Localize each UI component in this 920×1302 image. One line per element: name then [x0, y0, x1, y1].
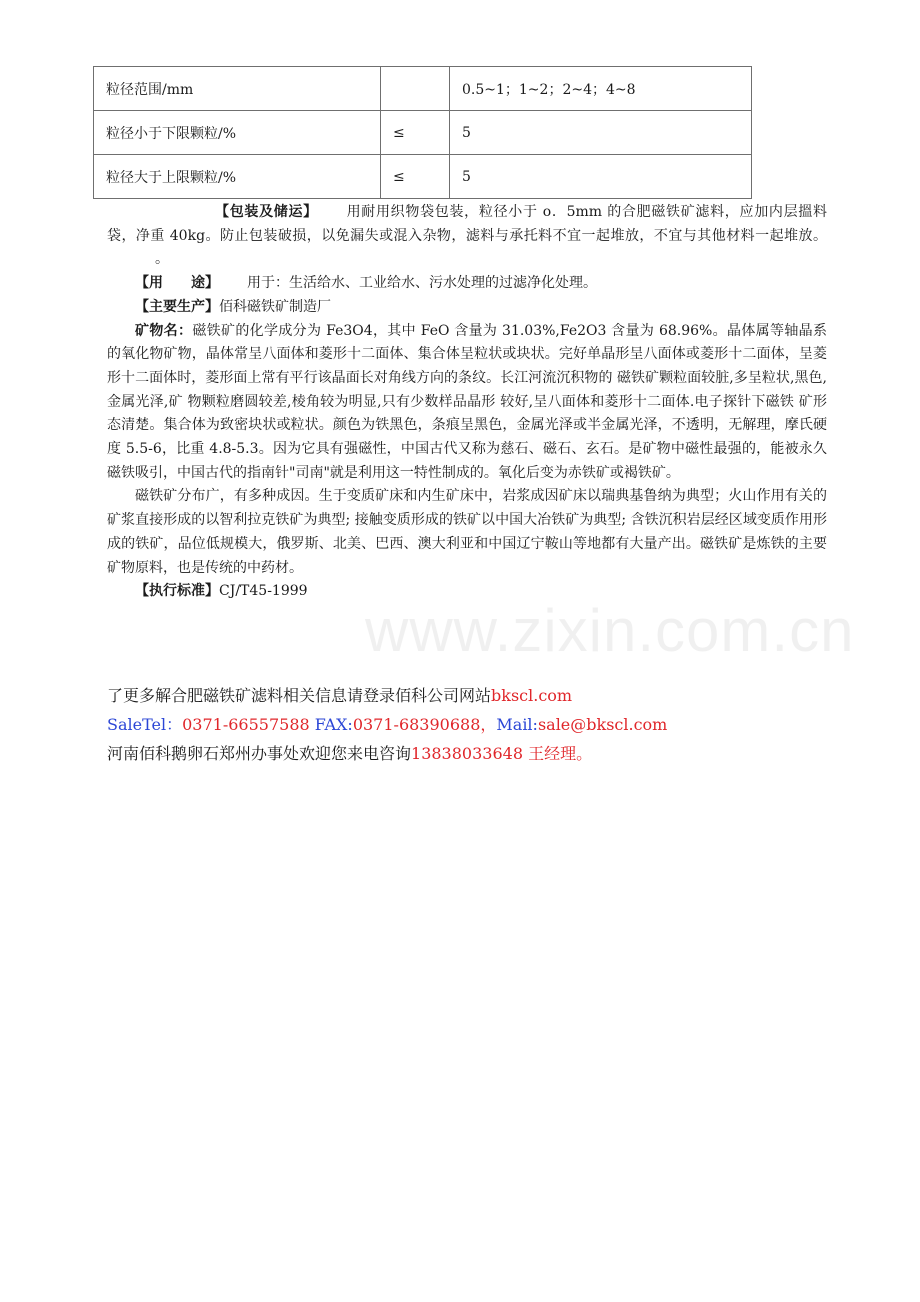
distribution-text: 磁铁矿分布广，有多种成因。生于变质矿床和内生矿床中，岩浆成因矿床以瑞典基鲁纳为典型；火山作用有关的矿浆直接形成的以智利拉克铁矿为典型; 接触变质形成的铁矿以中国大冶铁矿为典型; 含铁沉积岩层经区域变质作用形成的铁矿，品位低规模大，俄罗斯、北美、巴西、澳大利亚和中国辽宁鞍山等地都有大量产出。磁铁矿是炼铁的主要矿物原料，也是传统的中药材。: [107, 488, 827, 576]
packaging-text: 用耐用织物袋包装，粒径小于 o．5mm 的合肥磁铁矿滤料，应加内层搵料袋，净重 40kg。防止包装破损，以免漏失或混入杂物，滤料与承托料不宜一起堆放，不宜与其他材料一起堆放。: [107, 204, 827, 244]
mineral-heading: 矿物名：: [135, 322, 193, 339]
tel-number: 0371-66557588: [182, 715, 310, 734]
watermark-text: www.zixin.com.cn: [365, 597, 855, 664]
table-row: [94, 155, 752, 199]
contact-website-text: 了更多解合肥磁铁矿滤料相关信息请登录佰科公司网站: [107, 686, 492, 705]
packaging-paragraph: [107, 201, 827, 272]
table-cell-op: [381, 67, 450, 111]
table-cell-op: ≤: [381, 111, 450, 155]
table-row: [94, 67, 752, 111]
spec-table: [93, 66, 752, 199]
packaging-heading: 【包装及储运】: [215, 204, 318, 220]
producer-paragraph: [107, 296, 827, 320]
standard-text: CJ/T45-1999: [219, 583, 308, 600]
producer-text: 佰科磁铁矿制造厂: [219, 298, 331, 315]
table-cell-value: 5: [450, 111, 752, 155]
table-cell-name: 粒径范围/mm: [94, 67, 381, 111]
table-cell-name: 粒径小于下限颗粒/%: [94, 111, 381, 155]
fax-label: FAX:: [314, 715, 353, 734]
table-cell-value: 0.5~1；1~2；2~4；4~8: [450, 67, 752, 111]
document-body: [107, 201, 827, 604]
contact-tel-line: [107, 710, 667, 739]
producer-heading: 【主要生产】: [135, 298, 219, 315]
contact-office-line: [107, 739, 667, 768]
table-row: [94, 111, 752, 155]
contact-block: [107, 681, 667, 768]
website-link[interactable]: bkscl.com: [491, 686, 573, 705]
usage-heading: 【用 途】: [135, 275, 219, 292]
distribution-paragraph: [107, 485, 827, 580]
contact-website-line: [107, 681, 667, 710]
mail-label: Mail:: [496, 715, 538, 734]
table-cell-value: 5: [450, 155, 752, 199]
contact-office-text: 河南佰科鹅卵石郑州办事处欢迎您来电咨询: [107, 744, 412, 763]
standard-heading: 【执行标准】: [135, 583, 219, 600]
table-cell-op: ≤: [381, 155, 450, 199]
usage-paragraph: [107, 272, 827, 296]
mail-link[interactable]: sale@bkscl.com: [537, 715, 668, 734]
fax-number: 0371-68390688，: [352, 715, 497, 734]
table-cell-name: 粒径大于上限颗粒/%: [94, 155, 381, 199]
usage-text: 用于：生活给水、工业给水、污水处理的过滤净化处理。: [247, 275, 597, 292]
mineral-paragraph: [107, 320, 827, 486]
office-phone: 13838033648 王经理。: [411, 744, 593, 763]
packaging-trail: 。: [155, 251, 169, 268]
tel-label: SaleTel：: [107, 715, 183, 734]
mineral-text: 磁铁矿的化学成分为 Fe3O4，其中 FeO 含量为 31.03%,Fe2O3 含量为 68.96%。晶体属等轴晶系的氧化物矿物，晶体常呈八面体和菱形十二面体、集合体呈粒状或块状。完好单晶形呈八面体或菱形十二面体，呈菱形十二面体时，菱形面上常有平行该晶面长对角线方向的条纹。长江河流沉积物的 磁铁矿颗粒面较脏,多呈粒状,黑色,金属光泽,矿 物颗粒磨圆较差,棱角较为明显,只有少数样品晶形 较好,呈八面体和菱形十二面体.电子探针下磁铁 矿形态清楚。集合体为致密块状或粒状。颜色为铁黑色，条痕呈黑色，金属光泽或半金属光泽，不透明，无解理，摩氏硬度 5.5-6，比重 4.8-5.3。因为它具有强磁性，中国古代又称为慈石、磁石、玄石。是矿物中磁性最强的，能被永久磁铁吸引，中国古代的指南针"司南"就是利用这一特性制成的。氧化后变为赤铁矿或褐铁矿。: [107, 322, 828, 481]
